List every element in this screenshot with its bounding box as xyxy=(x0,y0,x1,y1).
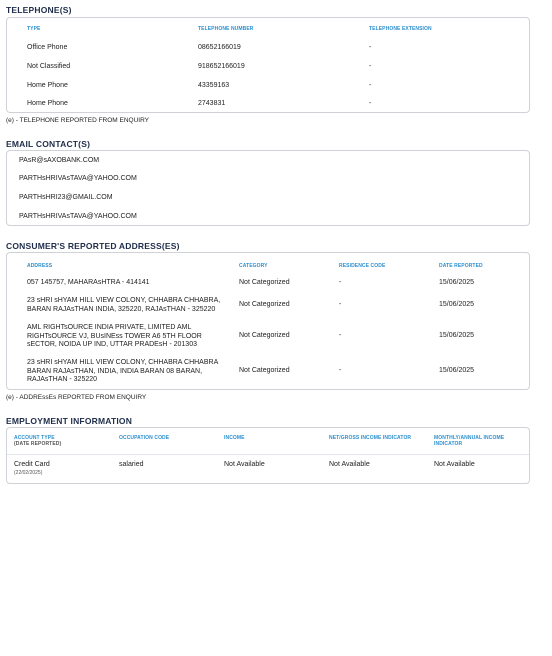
employment-table xyxy=(6,427,530,484)
telephone-extension: - xyxy=(369,63,372,70)
address-category: Not Categorized xyxy=(239,367,290,374)
employment-divider xyxy=(7,454,529,455)
address-residence: - xyxy=(339,279,342,286)
telephone-extension: - xyxy=(369,44,372,51)
employment-header-account xyxy=(14,435,104,447)
telephone-type: Home Phone xyxy=(27,100,68,107)
telephone-header-type: TYPE xyxy=(27,26,41,32)
list-item: PARTHsHRI23@GMAIL.COM xyxy=(19,194,113,201)
address-category: Not Categorized xyxy=(239,301,290,308)
address-text: 057 145757, MAHARAsHTRA - 414141 xyxy=(27,279,150,286)
address-text: 23 sHRI sHYAM HILL VIEW COLONY, CHHABRA CHHABRA BARAN RAJAsTHAN, INDIA, INDIA BARAN 08 BARAN, RAJAsTHAN - 325220 xyxy=(27,359,218,383)
telephone-number: 918652166019 xyxy=(198,63,245,70)
address-date: 15/06/2025 xyxy=(439,367,475,374)
employment-monthly: Not Available xyxy=(434,461,475,468)
telephone-type: Office Phone xyxy=(27,44,68,51)
address-text: AML RIGHTsOURCE INDIA PRIVATE, LIMITED AML RIGHTsOURCE VJ, BUsINEss TOWER A6 5TH FLOOR sECTOR, NOIDA UP IND, UTTAR PRADEsH - 201303 xyxy=(27,324,202,348)
telephone-number: 08652166019 xyxy=(198,44,241,51)
address-residence: - xyxy=(339,367,342,374)
telephone-header-number: TELEPHONE NUMBER xyxy=(198,26,254,32)
address-residence: - xyxy=(339,332,342,339)
address-header-date: DATE REPORTED xyxy=(439,263,483,269)
address-date: 15/06/2025 xyxy=(439,279,475,286)
address-text: 23 sHRI sHYAM HILL VIEW COLONY, CHHABRA CHHABRA, BARAN RAJAsTHAN INDIA, 325220, RAJAsTHAN - 325220 xyxy=(27,297,221,313)
address-date: 15/06/2025 xyxy=(439,301,475,308)
address-header-address: ADDRESS xyxy=(27,263,53,269)
address-category: Not Categorized xyxy=(239,332,290,339)
telephone-extension: - xyxy=(369,100,372,107)
telephone-table xyxy=(6,17,530,113)
list-item: PAsR@sAXOBANK.COM xyxy=(19,157,100,164)
address-header-residence: RESIDENCE CODE xyxy=(339,263,386,269)
telephone-note: (e) - TELEPHONE REPORTED FROM ENQUIRY xyxy=(6,117,150,124)
employment-header-occupation: OCCUPATION CODE xyxy=(119,435,170,441)
employment-account-date: (22/02/2025) xyxy=(14,469,43,476)
employment-account xyxy=(14,461,50,476)
telephone-type: Home Phone xyxy=(27,82,68,89)
telephone-header-extension: TELEPHONE EXTENSION xyxy=(369,26,432,32)
employment-header-account-sub: (DATE REPORTED) xyxy=(14,441,62,447)
list-item: PARTHsHRIVAsTAVA@YAHOO.COM xyxy=(19,175,137,182)
email-section-title: EMAIL CONTACT(S) xyxy=(6,139,91,149)
address-category: Not Categorized xyxy=(239,279,290,286)
employment-income: Not Available xyxy=(224,461,265,468)
telephone-section-title: TELEPHONE(S) xyxy=(6,5,72,15)
address-header-category: CATEGORY xyxy=(239,263,268,269)
email-list xyxy=(6,150,530,226)
telephone-type: Not Classified xyxy=(27,63,71,70)
list-item: PARTHsHRIVAsTAVA@YAHOO.COM xyxy=(19,213,137,220)
address-residence: - xyxy=(339,301,342,308)
employment-header-account-label: ACCOUNT TYPE xyxy=(14,435,55,441)
employment-occupation: salaried xyxy=(119,461,144,468)
address-date: 15/06/2025 xyxy=(439,332,475,339)
address-table xyxy=(6,252,530,390)
employment-net-gross: Not Available xyxy=(329,461,370,468)
address-section-title: CONSUMER'S REPORTED ADDRESS(ES) xyxy=(6,241,180,251)
employment-account-type: Credit Card xyxy=(14,461,50,468)
telephone-extension: - xyxy=(369,82,372,89)
employment-header-net-gross: NET/GROSS INCOME INDICATOR xyxy=(329,435,412,441)
employment-section-title: EMPLOYMENT INFORMATION xyxy=(6,416,133,426)
employment-header-monthly: MONTHLY/ANNUAL INCOME INDICATOR xyxy=(434,435,505,447)
telephone-number: 2743831 xyxy=(198,100,226,107)
employment-header-income: INCOME xyxy=(224,435,245,441)
telephone-number: 43359163 xyxy=(198,82,230,89)
address-note: (e) - ADDREssEs REPORTED FROM ENQUIRY xyxy=(6,394,147,401)
